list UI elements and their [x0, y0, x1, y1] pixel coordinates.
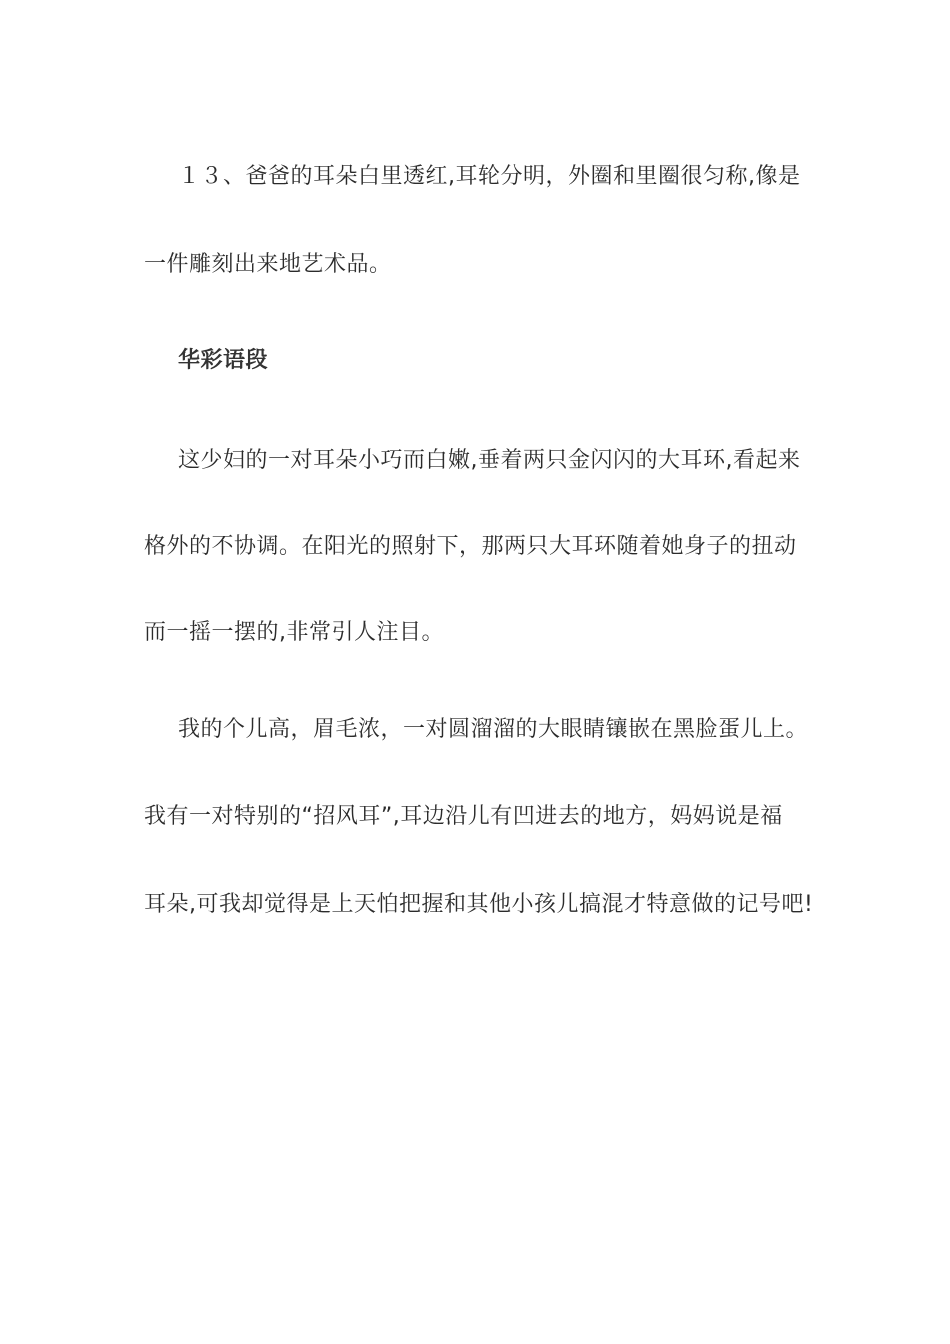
text-line: 格外的不协调。在阳光的照射下，那两只大耳环随着她身子的扭动: [144, 534, 797, 559]
text-line: 我有一对特别的“招风耳”,耳边沿儿有凹进去的地方，妈妈说是福: [144, 804, 783, 829]
text-line: 而一摇一摆的,非常引人注目。: [144, 620, 444, 645]
text-line: 这少妇的一对耳朵小巧而白嫩,垂着两只金闪闪的大耳环,看起来: [178, 448, 801, 473]
text-line: 耳朵,可我却觉得是上天怕把握和其他小孩儿搞混才特意做的记号吧!: [144, 892, 814, 917]
text-line: １３、爸爸的耳朵白里透红,耳轮分明，外圈和里圈很匀称,像是: [178, 164, 801, 189]
section-heading: 华彩语段: [178, 348, 269, 373]
text-line: 一件雕刻出来地艺术品。: [144, 252, 392, 277]
text-line: 我的个儿高，眉毛浓，一对圆溜溜的大眼睛镶嵌在黑脸蛋儿上。: [178, 717, 809, 742]
